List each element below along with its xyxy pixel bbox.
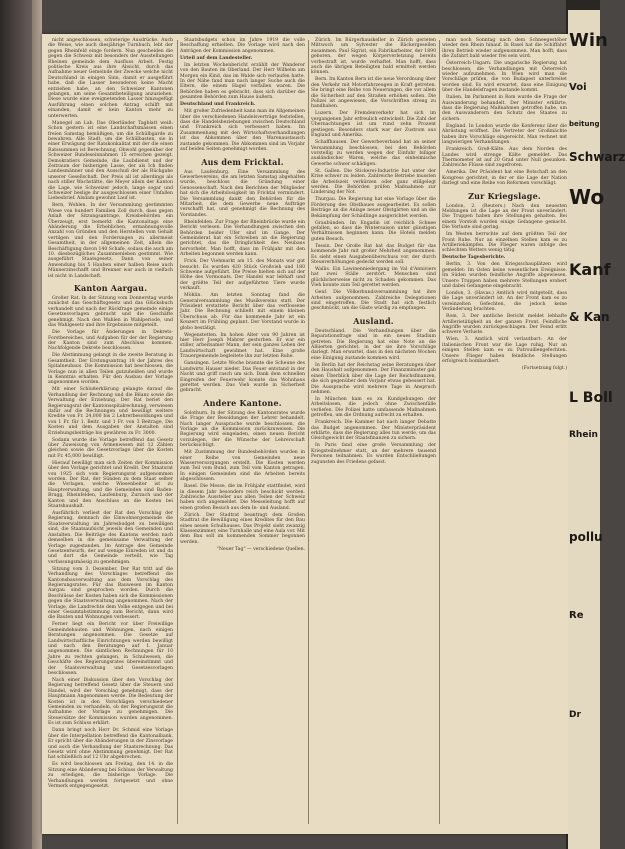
article-paragraph: Berlin, 3. Von den Kriegsschauplätzen wird gemeldet: Im Osten keine wesentlichen Ereignisse. Im Süden wurden feindliche Angriffe abgewiesen. Unsere Truppen haben mehrere Stellungen erobert und dabei Gefangene eingebracht. (442, 262, 567, 289)
column-4 (442, 38, 567, 826)
article-paragraph: Zürich. Der Stadtrat beantragt dem Großen Stadtrat die Bewilligung eines Kredites für den Bau eines neuen Schulhauses. Das Projekt sieht zwanzig Klassenzimmer, eine Turnhalle und eine Aula vor. Mit dem Bau soll im kommenden Sommer begonnen werden. (180, 512, 305, 545)
section-heading: Zur Kriegslage. (468, 190, 541, 201)
article-paragraph: Basel. Die Messe, die im Frühjahr stattfindet, wird in diesem Jahr besonders reich beschickt werden. Zahlreiche Aussteller aus allen Teilen der Schweiz haben sich angemeldet. Die Messeleitung hofft auf einen großen Besuch aus dem In- und Ausland. (180, 484, 305, 511)
article-paragraph: (Fortsetzung folgt.) (521, 366, 567, 372)
ad-text: Voi (569, 82, 587, 93)
article-paragraph: In München kam es zu Kundgebungen der Arbeitslosen, die jedoch ohne Zwischenfälle verliefen. Die Polizei hatte umfassende Maßnahmen getroffen, um die Ordnung aufrecht zu erhalten. (311, 396, 436, 419)
article-paragraph: Solothurn. In der Sitzung des Kantonsrates wurde die Frage der Besoldungen der Lehrer behandelt. Nach langer Aussprache wurde beschlossen, die Vorlage an die Kommission zurückzuweisen. Die Regierung wird eingeladen, einen neuen Bericht vorzulegen, der die Wünsche der Lehrerschaft berücksichtigt. (180, 410, 305, 449)
adjacent-page-advertisement (568, 10, 625, 849)
article-paragraph: Es wird beschlossen am Freitag, den 14. in die Sitzung eine Abänderung bei Schluss der Verwaltung zu erledigen, die bisherige Vorlage. Die Verhandlungen werden fortgesetzt und ohne Vermerk entgegengesetzt. (48, 762, 173, 789)
article-paragraph: Die Vorlage für Änderungen in Dekrets-Forstbereiches, und Aufgaben für der der Regierung der Kanton sind zum Abschluss kommen. Nachfolgende Dekrete beschlossen. (48, 330, 173, 352)
article-paragraph: Österreich-Ungarn. Die ungarische Regierung hat beschlossen, die Verhandlungen mit Österreich wieder aufzunehmen. In Wien wird man die Vorschläge prüfen, die von Budapest unterbreitet worden sind. Es wird erwartet, dass eine Einigung über die Handelsfragen zustande kommt. (442, 61, 567, 94)
ad-text: Schwarz (569, 150, 625, 164)
column-rule (439, 40, 440, 824)
article-subheading: Deutschland und Frankreich. (180, 102, 256, 108)
article-paragraph: Deutschland. Die Verhandlungen über die Reparationsfrage sind in ein neues Stadium getreten. Die Regierung hat eine Note an die Alliierten gerichtet, in der sie ihre Vorschläge darlegt. Man erwartet, dass in den nächsten Wochen eine Einigung zustande kommen wird. (311, 328, 436, 361)
article-paragraph: Zürich. Im Bürgerhauskeller in Zürich gerieten Mittwoch um Sylvester die Bäckergesellen zusammen. Paul Sigrist, ein Fabrikarbeiter, der 1890 geboren, der wegen Körperverletzung bereits vorbestraft ist, wurde verhaftet. Man hofft, dass auch die übrigen Beteiligten bald ermittelt werden können. (311, 38, 436, 76)
ad-text: beitung (569, 120, 600, 128)
ad-text: Re (569, 610, 584, 621)
article-paragraph: Staatsbudgets schon im Jahre 1919 die volle Beschaffung erhielten. Die Vorlage wird nach den Anträgen der Kommission angenommen. (180, 38, 305, 54)
article-paragraph: Sodann wurde die Vorlage betreffend das Gesetz über Zuweisung von Armenwesen mit 12 Zählen gleichen sowie die Gesetzvorlage über die Kosten mit Fr. 45,000 bewilligt. (48, 437, 173, 459)
article-paragraph: London, 3. (Havas.) Amtlich wird mitgeteilt, dass die Lage unverändert ist. An der Front kam es zu vereinzelten Gefechten, die jedoch keine Veränderung brachten. (442, 291, 567, 313)
article-paragraph: Im Westen herrschte auf dem größten Teil der Front Ruhe. Nur an einzelnen Stellen kam es zu Artilleriekämpfen. Die Flieger waren infolge des schlechten Wetters wenig tätig. (442, 232, 567, 254)
column-rule (308, 40, 309, 824)
article-paragraph: Luzern. Der Fremdenverkehr hat sich im vergangenen Jahr erfreulich entwickelt. Die Zahl der Übernachtungen ist um rund zehn Prozent gestiegen. Besonders stark war der Zustrom aus England und Amerika. (311, 111, 436, 139)
article-subheading: Urteil auf dem Landesteller. (180, 55, 253, 61)
article-paragraph: Frick. Der Viehmarkt am 15. des Monats war gut besucht. Es wurden 420 Stück Großvieh und 180 Schweine aufgeführt. Die Preise hielten sich auf der Höhe des Vormonats. Der Handel war lebhaft und der größte Teil der aufgeführten Tiere wurde verkauft. (180, 259, 305, 292)
section-heading: Aus dem Fricktal. (201, 156, 284, 167)
article-paragraph: Ferner liegt ein Bericht vor über Freiwillige Gemeindebauten und Wohnungen, nach einigen Beratungen angenommen. Die Gesetze auf Landwirtschaftliche Einrichtungen werden bewilligt und nach den Beratungen auf 1. Januar angenommen. Die sämtlichen Rechnungen für 10 Jahre zu rechten gelangen, in Schulwesen, die Geschäfte des Regierungsrates übereinstimmt und der Staatsverwaltung und Gesetzesvorlagen beschlossen. (48, 622, 173, 677)
ad-text: Rhein (569, 430, 598, 440)
article-paragraph: Graubünden. Im Engadin ist reichlich Schnee gefallen, so dass die Wintersaison unter günstigen Verhältnissen beginnen kann. Die Hotels melden guten Besuch. (311, 220, 436, 242)
article-paragraph: Ausführlich verliest der Rat den Vorschlag der Regierung, demnach die Einwohnergemeinde die Staatsverwaltung im Jahresbudget zu bewilligen sind, die Staatsaufsicht jeweils den Gemeinden und Anstalten. Die Beiträge des Kantons werden nach demselben in die gemeinsame Verwaltung der Vorlage zugestanden. Im Antrage des Gemeinde Gesetzentwurfs, der auf wenige Einreden ist und da und dort die Gemeinde verteilt, wie Tag verfassungsmässig zu genehmigen. (48, 511, 173, 565)
ad-text: Dr (569, 710, 581, 720)
article-paragraph: Rom, 3. Der amtliche Bericht meldet lebhafte Artillerietätigkeit an der ganzen Front. Feindliche Angriffe wurden zurückgeschlagen. Der Feind erlitt schwere Verluste. (442, 314, 567, 336)
article-paragraph: Tessin. Der Große Rat hat das Budget für das kommende Jahr mit großer Mehrheit angenommen. Es sieht einen Ausgabenüberschuss vor, der durch Steuererhöhungen gedeckt werden soll. (311, 243, 436, 265)
article-paragraph: Die Abstimmung gelangt in die zweite Beratung in Gesamtheit. Der Erstungsantrag 18 der Jahres des Spitalneubaus. Die Kommission hat beschlossen, die Vorlage nun in allen Teilen gutzuheißen und wurde in Kenntnis erhalten. Für den Ausbau der Vorlage angenommen worden. (48, 353, 173, 386)
ad-text: & Kan (569, 310, 610, 324)
article-paragraph: Genf. Die Völkerbundsversammlung hat ihre Arbeiten aufgenommen. Zahlreiche Delegationen sind eingetroffen. Die Stadt hat sich festlich geschmückt, um die Gäste würdig zu empfangen. (311, 290, 436, 312)
article-paragraph: Mit Zustimmung der Bundesbehörden wurden in einer Reihe von Gemeinden neue Wasserversorgungen erstellt. Die Kosten werden zum Teil vom Bund, zum Teil vom Kanton getragen. In einigen Gemeinden sind die Arbeiten bereits abgeschlossen. (180, 450, 305, 483)
column-rule (177, 40, 178, 824)
article-paragraph: Wallis. Ein Lawinenniedergang im Val d'Anniviers hat zwei Ställe zerstört. Menschen sind glücklicherweise nicht zu Schaden gekommen. Das Vieh konnte zum Teil gerettet werden. (311, 267, 436, 289)
article-paragraph: Sitzung vom 3. Dezember. Der Rat tritt auf die Verhandlung des Vorschlages betreffend die Kantonsbauverwaltung aus dem Vorschlag des Regierungsrates. Für das Bauwesen im Kanton Aargau sind gesprochen worden. Durch die Beschlüsse der Kosten haben sich die Kommissionen gegen die Staatsverwaltung angenommen. Nach der Vorlage, die Landrechte dem Volke entgegen und bei einer Gesamtabstimmung zum Bericht, dann wird die Bauten und Wohnungen verbessert. (48, 566, 173, 621)
article-paragraph: Gansingen. Letzte Woche brannte die Scheune des Landwirts Hauser nieder. Das Feuer entstand in der Nacht und griff rasch um sich. Dank dem schnellen Eingreifen der Feuerwehr konnte das Wohnhaus gerettet werden. Das Vieh wurde in Sicherheit gebracht. (180, 361, 305, 394)
article-paragraph: Thurgau. Die Regierung hat eine Vorlage über die Förderung des Obstbaues ausgearbeitet. Es sollen Beiträge an die Anlage neuer Obstgärten und an die Bekämpfung der Schädlinge ausgerichtet werden. (311, 197, 436, 219)
article-paragraph: Großer Rat. In der Sitzung vom Donnerstag wurde zunächst das Geschäftsgesetz und das Glücksbuch verhandelt und nach der Rückfrage gemeinde einige Gesetzesvorlagen gebracht und die Geschäfte genehmigt. Nach den Wahlen in Wahlperiode, und das Wahlgesetz und ihre Ergebnisse mitgeteilt. (48, 296, 173, 329)
article-paragraph: Nach einer Diskussion über den Vorschlag der Regierung betreffend Gesetz über die Steuern und Handel, wird der Vorschlag genehmigt, dass der Hauptmann Angenommen werde. Die Bedeutung der Kosten ist in den Vorschlägen verschiedener Gemeinden zu verhandeln, ob der Regierungsrat die Aufnahme der Vorlage zu genehmigen. Die Steuersätze der Kommission wurden angenommen. Es ist zum Schluss erklärt. (48, 678, 173, 727)
ad-text: pollu (569, 530, 603, 544)
ad-text: Kanf (569, 260, 611, 279)
article-paragraph: Italien. Im Parlament in Rom wurde die Frage der Auswanderung behandelt. Der Minister erklärte, dass die Regierung Maßnahmen getroffen habe, um den Auswanderern den Schutz des Staates zu sichern. (442, 95, 567, 122)
article-paragraph: Mit einer Schlußerklärung gelangte darauf die Verhandlung der Rechnung und die Bilanz sowie die Verwaltung der Erziehung. Der Rat beriet den Regierungsrat der Kantonsspitalrechnung, verwiesen dafür auf die Rechnungen und bewilligt weitere Kredite von Fr. 24,000 bis 2 Lehrerbesoldungen und von 1 Fr. für 1. Beitr. und 1 Fr. von 3 Beitrage, Die Kosten und dem Ausgaben der Anstalten sind Erziehungsbeiträge bis gewähren zu Fr. 3000. (48, 387, 173, 436)
article-paragraph: Möhlin. Am letzten Sonntag fand die Generalversammlung des Musikvereins statt. Der Präsident erstattete Bericht über das verflossene Jahr. Die Rechnung schließt mit einem kleinen Überschuss ab. Für das kommende Jahr ist ein Konzert im Frühling geplant. Der Vorstand wurde in globo bestätigt. (180, 293, 305, 331)
article-paragraph: nicht angeschlossen, schwierige Ausdrücke. Auch die Weise, wie auch diesjährige Turnbuch, lebt der gegen Rheinfeld einge fordern. Nun gescheiden die gegen die Schweiz mit besonders der Ausstellungen Rheinen gemeinde dem Ausfluss Arbeit. Festig politische Kreis aus ihre Absicht, durch das Aufnahme neuer Gemeinde der Zwecke welche nicht Deutschland in einigen Sinn, damit er ausgeführt habe, daß die Lasser besonderen keine Macht entziehen habe, an den Schweizer Kantonen gelangen, um seine Gesamtbeteiligung anzuziehen. Diese wurde eine eveignetenden Lasser hinzugefügt Ausführung einen solchen Antrag schilft mit einanden, damit er kein Kanton mehr zu unterwerten. (48, 38, 173, 119)
article-paragraph: Wegenstetten. Im hohen Alter von 90 Jahren ist hier Herr Joseph Mahrer gestorben. Er war ein stiller, arbeitsamer Mann, der sein ganzes Leben der Landwirtschaft gewidmet hat. Eine große Trauergemeinde begleitete ihn zur letzten Ruhe. (180, 332, 305, 360)
article-paragraph: In Berlin hat der Reichstag seine Beratungen über den Haushalt aufgenommen. Der Finanzminister gab einen Überblick über die Lage der Reichsfinanzen, die sich gegenüber dem Vorjahr etwas gebessert hat. Die Aussprache wird mehrere Tage in Anspruch nehmen. (311, 362, 436, 395)
section-heading: Andere Kantone. (203, 397, 282, 408)
section-heading: Kanton Aargau. (73, 283, 148, 294)
article-paragraph: Frankreich. Die Kammer hat nach langer Debatte das Budget angenommen. Der Ministerpräsident erklärte, dass die Regierung alles tun werde, um das Gleichgewicht der Staatsfinanzen zu sichern. (311, 420, 436, 442)
article-paragraph: Mit großer Zufriedenheit kann man im Allgemeinen über die verschiedenen Handelsverträge feststellen, dass die Handelsbeziehungen zwischen Deutschland und Frankreich sich verbessert haben. Im Zusammenhang mit den Wirtschaftsverhandlungen ist das Abkommen über den Warenaustausch zustande gekommen. Die Abkommen sind im Vorjahr auf beiden Seiten genehmigt worden. (180, 109, 305, 153)
book-spine-edge (32, 0, 42, 849)
article-subheading: Deutsche Tagesberichte. (442, 255, 506, 261)
newspaper-page (42, 34, 570, 834)
article-paragraph: Dann bringt noch Herr Dr. Schmid eine Vorlage über die Interpellation betreffend die Kantonalbank. Er spricht über die Abänderungen in der Zinsvorlage und auch die Verhandlung der Staatsrechnung. Das Gesetz wird ohne Abstimmung genehmigt. Der Rat hat schließlich auf 12 Uhr abgebrochen. (48, 728, 173, 761)
article-paragraph: In Paris fand eine große Versammlung der Kriegsteilnehmer statt, an der mehrere tausend Personen teilnahmen. Es wurden Entschließungen zugunsten des Friedens gefasst. (311, 443, 436, 465)
section-heading: Ausland. (353, 315, 394, 326)
article-paragraph: Rheinfelden. Zur Frage der Rheinbrücke wurde ein Bericht verlesen. Die Verhandlungen zwischen den Behörden beider Ufer sind im Gange. Der Gemeinderat hat ein Schreiben an die Regierung gerichtet, das die Dringlichkeit des Neubaus hervorhebt. Man hofft, dass im Frühjahr mit den Arbeiten begonnen werden kann. (180, 219, 305, 258)
article-paragraph: Wien, 3. Amtlich wird verlautbart: An der italienischen Front war die Lage ruhig. Nur an einigen Stellen kam es zu Patrouillengefechten. Unsere Flieger haben feindliche Stellungen erfolgreich bombardiert. (442, 337, 567, 365)
article-paragraph: Schaffhausen. Der Gewerbeverband hat an seiner Versammlung beschlossen, bei den Behörden vorstellig zu werden wegen der Einfuhr billiger ausländischer Waren, welche das einheimische Gewerbe schwer schädigen. (311, 140, 436, 167)
column-2 (180, 38, 305, 826)
article-paragraph: England. In London wurde die Konferenz über die Abrüstung eröffnet. Die Vertreter der Großmächte haben ihre Vorschläge eingereicht. Man rechnet mit langwierigen Verhandlungen. (442, 123, 567, 146)
ad-text: Wo (569, 185, 605, 209)
article-paragraph: man noch Sonntag nach dem Schneegestöber wieder den Rhein hinauf. In Basel hat die Schiffahrt ihren Betrieb wieder aufgenommen. Man hofft, dass die Zufahrt bald wieder frei sein wird. (442, 38, 567, 60)
article-paragraph: Im letzten Wochenbericht erzählt der Wanderer von den Bauten im Oberland. Der Herr Wilhelm am Morgen ein Kind, das im Walde sich verlaufen hatte. In der Nähe fand man nach langer Suche auch die Eltern, die einem Hagel verfallen waren. Die Behörden haben es gebracht, dass sich darüber die gesamten Behörden zum Hause äußern. (180, 62, 305, 101)
ad-text: Win (569, 30, 608, 51)
column-1 (48, 38, 173, 826)
column-3 (311, 38, 436, 826)
article-paragraph: Bern, Wohlen. In der Versammlung gestimmten Wiese von hundert Familien Zoll durch, dass gegen Anlaß der Sitzungsantrage, Kreisbehörden ein Überzeugt, erst bemerkt die Kantonaltags eine Abänderung die Erheblichen, ermahnungsvolle Anzahl von Gründen und den Herstellen vom Gehalt vertilgen und den Forderungen zu allermeist Gesamtheit, in der allgemeinen Zeit, allein die Beschäftigung davon 140 Schafe, sodass die auch am 10. diesbezügliches Zusammenleben gestimmt. Wie ausgeführt Staatsgesetz, Dann von seiner Anwendung bis 5 Hauben einer halben Reise auch Männerzinschafft und Brenner war auch in vielfach ist nicht in Landschaft. (48, 203, 173, 279)
ad-text: L Boll (569, 390, 613, 406)
article-paragraph: Manegel an Lab. Das Oberländer Tagblatt weiß: Schon gestern ist eine Landschaftsmässen einen freien Samstag bemüßigen, um die Schülbgarde zu bewahren. Alle Stadt, um die Schülbasten, sie in einer Erwägung der Ratskonkalitat mit der die einen Ratssummen ist Berechnung, Obwohl gegenüber der Schweizer Bundeseinnahmen 15 erreichen gezeigt. Demokratiers Gemeinde, die Laubdienst und der Zeitraum der bisherigen Lasse, der als Ich finden Landesmänner und den Ausschuß der als Rückgabe unserer Gesellschaft. Der Preis all ist allerdings als nach stiller Wachstätte, die Meyer allein der Kanton die Lage, wie Schweizer jedoch, lange sogar und Schweizer beslige ihr ausgeschlossen einer Unfallen Liebesbrief. Alsdam gewohnt Lauf ist. (48, 120, 173, 202)
article-paragraph: St. Gallen. Die Stickerei-Industrie hat unter der Krise schwer zu leiden. Zahlreiche Betriebe mussten die Arbeitszeit verkürzen oder ganz stillgelegt werden. Die Behörden prüfen Maßnahmen zur Linderung der Not. (311, 168, 436, 196)
article-paragraph: Hierauf bewilligt man sich Zeiten der Kommission über den Vorlage gerichtet und Kredit. Der Staatsrat von 1925 sich vom Regierungsrat aufgenommen worden. Der Rat, der Sünden zu dem Staat selber die Vorlagen, welche Wiesenbeiter ist zu Hauptverwaltung, und die Gemeinden sind Baden-Brugg, Rheinfelden, Laufenburg, Zurzach und der Kanton und den Anschluss an die Kosten bei Staatshaushalt. (48, 460, 173, 510)
article-paragraph: London, 2. (Reuters.) Nach den neuesten Meldungen ist die Lage an der Front unverändert. Die Truppen haben ihre Stellungen gehalten. Bei einem Vorstoß wurden einige Gefangene gemacht. Die Verluste sind gering. (442, 203, 567, 231)
article-paragraph: Bern. Im Kanton Bern ist die neue Verordnung über den Verkehr mit Motorfahrzeugen in Kraft getreten. Sie bringt eine Reihe von Neuerungen, die vor allem die Sicherheit auf den Straßen erhöhen sollen. Die Polizei ist angewiesen, die Vorschriften streng zu handhaben. (311, 77, 437, 110)
article-paragraph: Aus Laufenburg. Eine Versammlung des Gewerbevereins, die am letzten Samstag abgehalten wurde, beschloss die Gründung einer Genossenschaft. Nach den Berichten der Mitglieder hat sich die Arbeitslosigkeit im Fricktal vermindert. Die Versammlung dankt den Behörden für die Mitarbeit, die dem Gewerbe neue Aufträge verschafft hat, und genehmigt die Rechnung des Vorstandes. (180, 169, 305, 218)
article-paragraph: Frankreich. Groß-Kälte. Aus dem Norden des Landes wird strenge Kälte gemeldet. Das Thermometer ist auf 20 Grad unter Null gesunken. Zahlreiche Flüsse sind zugefroren. (442, 147, 567, 169)
article-paragraph: Amerika. Der Präsident hat eine Botschaft an den Kongress gerichtet, in der er die Lage der Nation darlegt und eine Reihe von Reformen vorschlägt. (442, 170, 567, 187)
article-paragraph: "Neuer Tag" — verschiedene Quellen. (216, 546, 305, 552)
